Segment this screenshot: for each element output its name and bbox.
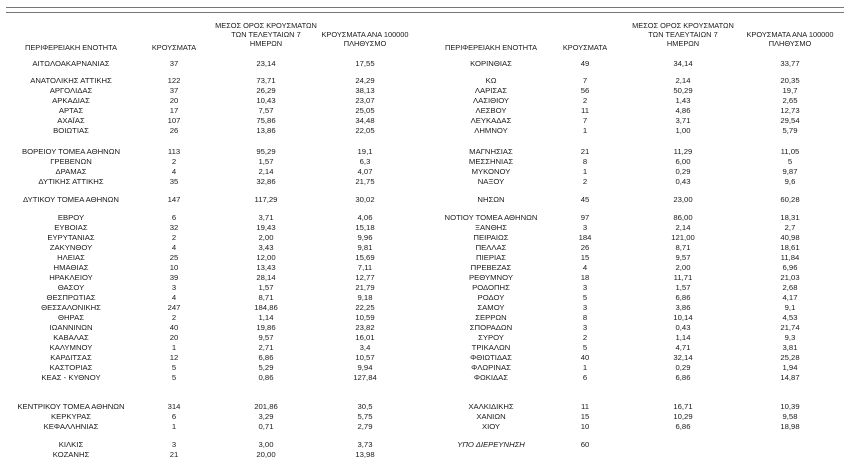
right-row-29-col-3: 10,39: [780, 402, 800, 411]
left-row-20-col-1: 4: [171, 293, 177, 302]
left-row-17-col-2: 13,43: [256, 263, 276, 272]
right-row-6-col-2: 1,00: [675, 126, 691, 135]
right-row-23-col-3: 21,74: [780, 323, 800, 332]
top-rule-1: [6, 7, 844, 8]
right-header-region: ΠΕΡΙΦΕΡΕΙΑΚΗ ΕΝΟΤΗΤΑ: [445, 43, 537, 52]
right-row-9-col-0: ΜΥΚΟΝΟΥ: [471, 167, 511, 176]
right-row-14-col-3: 40,98: [780, 233, 800, 242]
left-row-24-col-2: 9,57: [258, 333, 274, 342]
left-row-24-col-3: 16,01: [355, 333, 375, 342]
left-row-12-col-3: 4,06: [357, 213, 373, 222]
right-row-22-col-1: 8: [582, 313, 588, 322]
right-row-0-col-0: ΚΟΡΙΝΘΙΑΣ: [470, 59, 512, 68]
right-row-16-col-3: 11,84: [780, 253, 800, 262]
left-row-25-col-0: ΚΑΛΥΜΝΟΥ: [49, 343, 93, 352]
left-row-21-col-3: 22,25: [355, 303, 375, 312]
right-row-0-col-3: 33,77: [780, 59, 800, 68]
right-row-11-col-2: 23,00: [673, 195, 693, 204]
left-row-18-col-2: 28,14: [256, 273, 276, 282]
left-header-cases: ΚΡΟΥΣΜΑΤΑ: [151, 43, 197, 52]
right-row-15-col-0: ΠΕΛΛΑΣ: [475, 243, 507, 252]
right-row-26-col-2: 32,14: [673, 353, 693, 362]
right-row-30-col-2: 10,29: [673, 412, 693, 421]
left-row-5-col-3: 34,48: [355, 116, 375, 125]
right-row-27-col-2: 0,29: [675, 363, 691, 372]
right-row-25-col-3: 3,81: [782, 343, 798, 352]
left-row-8-col-1: 2: [171, 157, 177, 166]
left-row-30-col-1: 6: [171, 412, 177, 421]
left-row-0-col-2: 23,14: [256, 59, 276, 68]
right-row-4-col-0: ΛΕΣΒΟΥ: [475, 106, 507, 115]
left-row-25-col-3: 3,4: [359, 343, 371, 352]
right-row-17-col-0: ΠΡΕΒΕΖΑΣ: [470, 263, 512, 272]
right-row-11-col-3: 60,28: [780, 195, 800, 204]
right-row-16-col-2: 9,57: [675, 253, 691, 262]
left-row-28-col-0: ΚΕΑΣ - ΚΥΘΝΟΥ: [41, 373, 101, 382]
left-row-31-col-0: ΚΕΦΑΛΛΗΝΙΑΣ: [43, 422, 99, 431]
left-row-28-col-1: 5: [171, 373, 177, 382]
left-row-0-col-0: ΑΙΤΩΛΟΑΚΑΡΝΑΝΙΑΣ: [32, 59, 110, 68]
left-header-region: ΠΕΡΙΦΕΡΕΙΑΚΗ ΕΝΟΤΗΤΑ: [25, 43, 117, 52]
left-row-24-col-0: ΚΑΒΑΛΑΣ: [53, 333, 89, 342]
right-row-7-col-0: ΜΑΓΝΗΣΙΑΣ: [469, 147, 513, 156]
left-row-15-col-0: ΖΑΚΥΝΘΟΥ: [49, 243, 93, 252]
left-row-30-col-2: 3,29: [258, 412, 274, 421]
left-row-0-col-3: 17,55: [355, 59, 375, 68]
right-header-per100k: ΚΡΟΥΣΜΑΤΑ ΑΝΑ 100000 ΠΛΗΘΥΣΜΟ: [746, 30, 834, 48]
right-row-5-col-2: 3,71: [675, 116, 691, 125]
right-row-14-col-0: ΠΕΙΡΑΙΩΣ: [473, 233, 509, 242]
right-row-9-col-2: 0,29: [675, 167, 691, 176]
left-row-1-col-2: 73,71: [256, 76, 276, 85]
right-row-3-col-3: 2,65: [782, 96, 798, 105]
left-row-6-col-2: 13,86: [256, 126, 276, 135]
left-row-9-col-1: 4: [171, 167, 177, 176]
left-row-5-col-2: 75,86: [256, 116, 276, 125]
right-row-22-col-0: ΣΕΡΡΩΝ: [475, 313, 507, 322]
right-row-19-col-3: 2,68: [782, 283, 798, 292]
left-row-13-col-3: 15,18: [355, 223, 375, 232]
left-row-10-col-1: 35: [169, 177, 179, 186]
left-row-22-col-2: 1,14: [258, 313, 274, 322]
right-row-22-col-3: 4,53: [782, 313, 798, 322]
left-row-11-col-2: 117,29: [254, 195, 278, 204]
right-row-18-col-1: 18: [580, 273, 590, 282]
left-row-16-col-0: ΗΛΕΙΑΣ: [57, 253, 85, 262]
right-row-2-col-1: 56: [580, 86, 590, 95]
left-row-8-col-3: 6,3: [359, 157, 371, 166]
left-row-14-col-1: 2: [171, 233, 177, 242]
right-row-13-col-3: 2,7: [784, 223, 796, 232]
right-row-5-col-3: 29,54: [780, 116, 800, 125]
left-row-27-col-1: 5: [171, 363, 177, 372]
left-row-23-col-3: 23,82: [355, 323, 375, 332]
right-row-22-col-2: 10,14: [673, 313, 693, 322]
right-row-24-col-1: 2: [582, 333, 588, 342]
left-row-3-col-1: 20: [169, 96, 179, 105]
left-row-29-col-3: 30,5: [357, 402, 373, 411]
left-row-12-col-1: 6: [171, 213, 177, 222]
left-row-32-col-1: 3: [171, 440, 177, 449]
right-row-28-col-2: 6,86: [675, 373, 691, 382]
right-row-28-col-0: ΦΩΚΙΔΑΣ: [473, 373, 509, 382]
right-row-8-col-1: 8: [582, 157, 588, 166]
right-row-23-col-0: ΣΠΟΡΑΔΩΝ: [469, 323, 513, 332]
right-row-21-col-0: ΣΑΜΟΥ: [477, 303, 505, 312]
left-row-33-col-0: ΚΟΖΑΝΗΣ: [52, 450, 90, 459]
right-row-25-col-0: ΤΡΙΚΑΛΩΝ: [471, 343, 511, 352]
right-row-12-col-3: 18,31: [780, 213, 800, 222]
left-row-5-col-0: ΑΧΑΪΑΣ: [57, 116, 85, 125]
left-row-20-col-0: ΘΕΣΠΡΩΤΙΑΣ: [46, 293, 96, 302]
left-row-13-col-0: ΕΥΒΟΙΑΣ: [54, 223, 88, 232]
left-row-19-col-1: 3: [171, 283, 177, 292]
right-row-32-col-1: 60: [580, 440, 590, 449]
right-row-4-col-1: 11: [581, 106, 589, 115]
right-row-24-col-3: 9,3: [784, 333, 796, 342]
left-row-23-col-1: 40: [169, 323, 179, 332]
left-row-18-col-0: ΗΡΑΚΛΕΙΟΥ: [49, 273, 93, 282]
left-row-1-col-3: 24,29: [355, 76, 375, 85]
left-row-26-col-0: ΚΑΡΔΙΤΣΑΣ: [50, 353, 92, 362]
right-row-8-col-3: 5: [787, 157, 793, 166]
left-row-16-col-1: 25: [169, 253, 179, 262]
left-row-6-col-0: ΒΟΙΩΤΙΑΣ: [53, 126, 89, 135]
left-row-8-col-2: 1,57: [258, 157, 274, 166]
left-row-29-col-0: ΚΕΝΤΡΙΚΟΥ ΤΟΜΕΑ ΑΘΗΝΩΝ: [17, 402, 125, 411]
right-row-17-col-2: 2,00: [675, 263, 691, 272]
right-header-cases: ΚΡΟΥΣΜΑΤΑ: [562, 43, 608, 52]
right-row-7-col-1: 21: [580, 147, 590, 156]
right-row-7-col-3: 11,05: [780, 147, 800, 156]
right-row-3-col-2: 1,43: [675, 96, 691, 105]
left-row-33-col-2: 20,00: [256, 450, 276, 459]
right-row-20-col-2: 6,86: [675, 293, 691, 302]
right-row-9-col-3: 9,87: [782, 167, 798, 176]
right-row-29-col-1: 11: [581, 402, 589, 411]
left-row-1-col-1: 122: [167, 76, 181, 85]
left-row-3-col-0: ΑΡΚΑΔΙΑΣ: [52, 96, 90, 105]
left-row-30-col-0: ΚΕΡΚΥΡΑΣ: [50, 412, 92, 421]
right-row-4-col-2: 4,86: [675, 106, 691, 115]
right-row-25-col-2: 4,71: [675, 343, 691, 352]
left-row-14-col-0: ΕΥΡΥΤΑΝΙΑΣ: [47, 233, 95, 242]
left-row-17-col-0: ΗΜΑΘΙΑΣ: [53, 263, 89, 272]
left-row-23-col-0: ΙΩΑΝΝΙΝΩΝ: [49, 323, 93, 332]
right-row-28-col-3: 14,87: [780, 373, 800, 382]
left-row-27-col-2: 5,29: [258, 363, 274, 372]
right-row-16-col-1: 15: [580, 253, 590, 262]
right-row-10-col-0: ΝΑΞΟΥ: [477, 177, 505, 186]
right-row-7-col-2: 11,29: [673, 147, 693, 156]
right-row-18-col-0: ΡΕΘΥΜΝΟΥ: [469, 273, 513, 282]
right-row-10-col-1: 2: [582, 177, 588, 186]
right-row-21-col-2: 3,86: [675, 303, 691, 312]
right-row-11-col-0: ΝΗΣΩΝ: [477, 195, 505, 204]
right-row-18-col-3: 21,03: [780, 273, 800, 282]
left-row-7-col-3: 19,1: [357, 147, 373, 156]
left-row-12-col-2: 3,71: [258, 213, 274, 222]
left-row-13-col-2: 19,43: [256, 223, 276, 232]
right-row-26-col-0: ΦΘΙΩΤΙΔΑΣ: [470, 353, 512, 362]
right-row-8-col-0: ΜΕΣΣΗΝΙΑΣ: [468, 157, 514, 166]
left-row-27-col-0: ΚΑΣΤΟΡΙΑΣ: [49, 363, 93, 372]
right-row-13-col-0: ΞΑΝΘΗΣ: [475, 223, 507, 232]
left-row-23-col-2: 19,86: [256, 323, 276, 332]
right-row-27-col-0: ΦΛΩΡΙΝΑΣ: [471, 363, 511, 372]
right-row-13-col-2: 2,14: [675, 223, 691, 232]
left-row-14-col-2: 2,00: [258, 233, 274, 242]
right-row-1-col-3: 20,35: [780, 76, 800, 85]
right-row-25-col-1: 5: [582, 343, 588, 352]
right-row-20-col-0: ΡΟΔΟΥ: [477, 293, 505, 302]
left-row-32-col-0: ΚΙΛΚΙΣ: [58, 440, 84, 449]
right-row-2-col-0: ΛΑΡΙΣΑΣ: [474, 86, 508, 95]
right-row-4-col-3: 12,73: [780, 106, 800, 115]
left-row-17-col-3: 7,11: [357, 263, 373, 272]
left-row-30-col-3: 5,75: [357, 412, 373, 421]
left-row-7-col-2: 95,29: [256, 147, 276, 156]
left-row-15-col-1: 4: [171, 243, 177, 252]
right-row-24-col-0: ΣΥΡΟΥ: [478, 333, 504, 342]
left-row-11-col-0: ΔΥΤΙΚΟΥ ΤΟΜΕΑ ΑΘΗΝΩΝ: [23, 195, 119, 204]
left-row-25-col-2: 2,71: [258, 343, 274, 352]
right-row-31-col-3: 18,98: [780, 422, 800, 431]
right-row-17-col-3: 6,96: [782, 263, 798, 272]
left-row-20-col-2: 8,71: [258, 293, 274, 302]
left-row-20-col-3: 9,18: [357, 293, 373, 302]
left-row-7-col-0: ΒΟΡΕΙΟΥ ΤΟΜΕΑ ΑΘΗΝΩΝ: [21, 147, 121, 156]
right-row-32-col-0: ΥΠΟ ΔΙΕΡΕΥΝΗΣΗ: [457, 440, 525, 449]
left-row-22-col-3: 10,59: [355, 313, 375, 322]
left-row-11-col-3: 30,02: [355, 195, 375, 204]
right-row-23-col-2: 0,43: [675, 323, 691, 332]
right-row-20-col-3: 4,17: [782, 293, 798, 302]
left-row-18-col-3: 12,77: [355, 273, 375, 282]
left-row-16-col-2: 12,00: [256, 253, 276, 262]
left-row-22-col-1: 2: [171, 313, 177, 322]
right-row-12-col-0: ΝΟΤΙΟΥ ΤΟΜΕΑ ΑΘΗΝΩΝ: [444, 213, 538, 222]
right-row-28-col-1: 6: [582, 373, 588, 382]
right-row-18-col-2: 11,71: [673, 273, 693, 282]
right-row-0-col-1: 49: [580, 59, 590, 68]
left-row-29-col-2: 201,86: [254, 402, 278, 411]
left-row-7-col-1: 113: [167, 147, 181, 156]
right-row-31-col-2: 6,86: [675, 422, 691, 431]
right-row-27-col-3: 1,94: [782, 363, 798, 372]
left-row-2-col-0: ΑΡΓΟΛΙΔΑΣ: [49, 86, 93, 95]
right-row-6-col-1: 1: [582, 126, 588, 135]
left-row-4-col-1: 17: [169, 106, 179, 115]
left-row-12-col-0: ΕΒΡΟΥ: [57, 213, 85, 222]
left-row-27-col-3: 9,94: [357, 363, 373, 372]
left-row-9-col-2: 2,14: [258, 167, 274, 176]
right-row-15-col-1: 26: [580, 243, 590, 252]
left-row-10-col-3: 21,75: [355, 177, 375, 186]
left-row-21-col-0: ΘΕΣΣΑΛΟΝΙΚΗΣ: [41, 303, 101, 312]
right-row-9-col-1: 1: [582, 167, 588, 176]
left-row-5-col-1: 107: [167, 116, 181, 125]
right-row-31-col-0: ΧΙΟΥ: [481, 422, 501, 431]
right-row-11-col-1: 45: [580, 195, 590, 204]
left-row-8-col-0: ΓΡΕΒΕΝΩΝ: [50, 157, 92, 166]
right-row-14-col-1: 184: [578, 233, 592, 242]
right-row-6-col-0: ΛΗΜΝΟΥ: [474, 126, 508, 135]
right-row-1-col-2: 2,14: [675, 76, 691, 85]
right-row-27-col-1: 1: [582, 363, 588, 372]
left-row-25-col-1: 1: [171, 343, 177, 352]
left-row-4-col-3: 25,05: [355, 106, 375, 115]
left-row-28-col-3: 127,84: [353, 373, 377, 382]
right-row-12-col-2: 86,00: [673, 213, 693, 222]
right-row-30-col-1: 15: [580, 412, 590, 421]
left-row-4-col-0: ΑΡΤΑΣ: [58, 106, 84, 115]
left-row-14-col-3: 9,96: [357, 233, 373, 242]
left-row-10-col-2: 32,86: [256, 177, 276, 186]
left-row-28-col-2: 0,86: [258, 373, 274, 382]
top-rule-2: [6, 12, 844, 13]
right-row-31-col-1: 10: [580, 422, 590, 431]
right-row-19-col-0: ΡΟΔΟΠΗΣ: [472, 283, 510, 292]
left-row-22-col-0: ΘΗΡΑΣ: [58, 313, 84, 322]
right-row-3-col-0: ΛΑΣΙΘΙΟΥ: [472, 96, 510, 105]
right-row-2-col-2: 50,29: [673, 86, 693, 95]
right-row-19-col-2: 1,57: [675, 283, 691, 292]
right-row-30-col-0: ΧΑΝΙΩΝ: [476, 412, 506, 421]
right-row-23-col-1: 3: [582, 323, 588, 332]
left-row-31-col-1: 1: [171, 422, 177, 431]
right-row-13-col-1: 3: [582, 223, 588, 232]
left-row-18-col-1: 39: [169, 273, 179, 282]
left-row-0-col-1: 37: [169, 59, 179, 68]
left-row-33-col-1: 21: [169, 450, 179, 459]
right-row-6-col-3: 5,79: [782, 126, 798, 135]
right-row-26-col-1: 40: [580, 353, 590, 362]
left-row-31-col-2: 0,71: [258, 422, 274, 431]
left-row-3-col-2: 10,43: [256, 96, 276, 105]
right-row-5-col-0: ΛΕΥΚΑΔΑΣ: [470, 116, 512, 125]
left-row-33-col-3: 13,98: [355, 450, 375, 459]
left-row-17-col-1: 10: [169, 263, 179, 272]
left-row-2-col-3: 38,13: [355, 86, 375, 95]
right-row-19-col-1: 3: [582, 283, 588, 292]
left-row-32-col-3: 3,73: [357, 440, 373, 449]
left-row-26-col-3: 10,57: [355, 353, 375, 362]
right-row-1-col-1: 7: [582, 76, 588, 85]
left-row-11-col-1: 147: [167, 195, 181, 204]
left-row-9-col-0: ΔΡΑΜΑΣ: [55, 167, 87, 176]
left-row-2-col-2: 26,29: [256, 86, 276, 95]
left-header-per100k: ΚΡΟΥΣΜΑΤΑ ΑΝΑ 100000 ΠΛΗΘΥΣΜΟ: [321, 30, 409, 48]
left-row-1-col-0: ΑΝΑΤΟΛΙΚΗΣ ΑΤΤΙΚΗΣ: [30, 76, 112, 85]
left-header-avg7: ΜΕΣΟΣ ΟΡΟΣ ΚΡΟΥΣΜΑΤΩΝ ΤΩΝ ΤΕΛΕΥΤΑΙΩΝ 7 ΗΜΕΡΩΝ: [215, 21, 317, 48]
right-row-8-col-2: 6,00: [675, 157, 691, 166]
right-row-16-col-0: ΠΙΕΡΙΑΣ: [476, 253, 506, 262]
right-row-30-col-3: 9,58: [782, 412, 798, 421]
left-row-4-col-2: 7,57: [258, 106, 274, 115]
left-row-21-col-1: 247: [167, 303, 181, 312]
left-row-32-col-2: 3,00: [258, 440, 274, 449]
right-row-21-col-1: 3: [582, 303, 588, 312]
right-row-29-col-0: ΧΑΛΚΙΔΙΚΗΣ: [468, 402, 514, 411]
left-row-9-col-3: 4,07: [357, 167, 373, 176]
left-row-21-col-2: 184,86: [254, 303, 278, 312]
left-row-16-col-3: 15,69: [355, 253, 375, 262]
right-row-2-col-3: 19,7: [782, 86, 798, 95]
left-row-2-col-1: 37: [169, 86, 179, 95]
left-row-3-col-3: 23,07: [355, 96, 375, 105]
left-row-31-col-3: 2,79: [357, 422, 373, 431]
right-row-15-col-2: 8,71: [675, 243, 691, 252]
right-row-12-col-1: 97: [580, 213, 590, 222]
right-row-3-col-1: 2: [582, 96, 588, 105]
left-row-6-col-3: 22,05: [355, 126, 375, 135]
left-row-29-col-1: 314: [167, 402, 181, 411]
right-row-10-col-3: 9,6: [784, 177, 796, 186]
right-row-0-col-2: 34,14: [673, 59, 693, 68]
right-row-21-col-3: 9,1: [784, 303, 796, 312]
right-row-15-col-3: 18,61: [780, 243, 800, 252]
right-row-5-col-1: 7: [582, 116, 588, 125]
right-row-20-col-1: 5: [582, 293, 588, 302]
right-row-10-col-2: 0,43: [675, 177, 691, 186]
right-row-24-col-2: 1,14: [675, 333, 691, 342]
left-row-26-col-2: 6,86: [258, 353, 274, 362]
right-row-29-col-2: 16,71: [673, 402, 693, 411]
left-row-19-col-2: 1,57: [258, 283, 274, 292]
right-row-26-col-3: 25,28: [780, 353, 800, 362]
right-header-avg7: ΜΕΣΟΣ ΟΡΟΣ ΚΡΟΥΣΜΑΤΩΝ ΤΩΝ ΤΕΛΕΥΤΑΙΩΝ 7 ΗΜΕΡΩΝ: [632, 21, 734, 48]
left-row-24-col-1: 20: [169, 333, 179, 342]
left-row-19-col-0: ΘΑΣΟΥ: [57, 283, 85, 292]
left-row-10-col-0: ΔΥΤΙΚΗΣ ΑΤΤΙΚΗΣ: [38, 177, 104, 186]
right-row-14-col-2: 121,00: [671, 233, 695, 242]
left-row-26-col-1: 12: [169, 353, 179, 362]
right-row-1-col-0: ΚΩ: [485, 76, 497, 85]
left-row-15-col-2: 3,43: [258, 243, 274, 252]
left-row-19-col-3: 21,79: [355, 283, 375, 292]
left-row-6-col-1: 26: [169, 126, 179, 135]
left-row-13-col-1: 32: [169, 223, 179, 232]
left-row-15-col-3: 9,81: [357, 243, 373, 252]
right-row-17-col-1: 4: [582, 263, 588, 272]
